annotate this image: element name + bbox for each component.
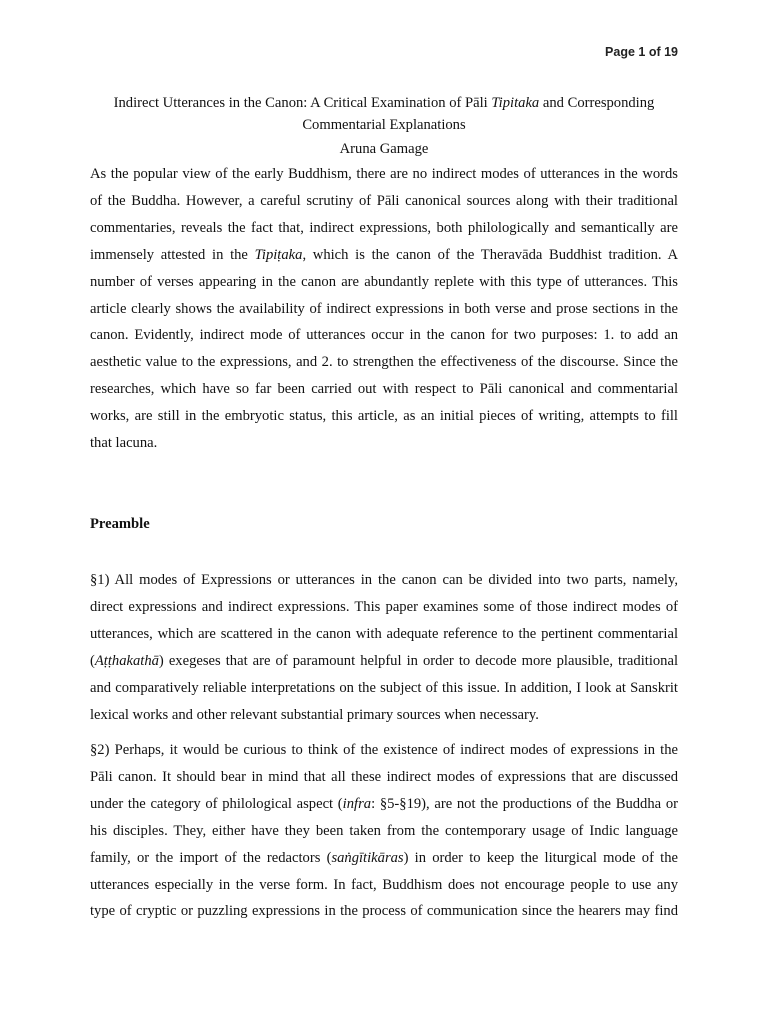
paragraph-1 — [90, 567, 678, 728]
text-line: of the Buddha. However, a careful scrutiny of Pāli canonical sources along with their traditional — [90, 192, 678, 209]
text-line: his disciples. They, either have they been taken from the contemporary usage of Indic language — [90, 822, 678, 839]
text-line: Pāli canon. It should bear in mind that all these indirect modes of expressions that are discussed — [90, 768, 678, 785]
text-line: §1) All modes of Expressions or utterances in the canon can be divided into two parts, namely, — [90, 572, 678, 588]
text-line: article clearly shows the availability of indirect expressions in both verse and prose sections in the — [90, 300, 678, 317]
text-line: immensely attested in the Tipiṭaka, which is the canon of the Theravāda Buddhist tradition. A — [90, 246, 678, 263]
title-text: and Corresponding — [539, 95, 655, 111]
text-line: utterances especially in the verse form. In fact, Buddhism does not encourage people to use any — [90, 876, 678, 893]
title-line-2: Commentarial Explanations — [302, 117, 466, 133]
text-line: lexical works and other relevant substantial primary sources when necessary. — [90, 706, 539, 723]
text-line: family, or the import of the redactors (saṅgītikāras) in order to keep the liturgical mode of the — [90, 849, 678, 866]
text-line: type of cryptic or puzzling expressions in the process of communication since the hearers may find — [90, 903, 678, 920]
title-line-1 — [114, 95, 655, 111]
text-line: direct expressions and indirect expressions. This paper examines some of those indirect modes of — [90, 598, 678, 615]
text-line: number of verses appearing in the canon are abundantly replete with this type of utterances. This — [90, 273, 678, 290]
text-line: commentaries, reveals the fact that, indirect expressions, both philologically and semantically are — [90, 219, 678, 236]
title-italic: Tipitaka — [491, 95, 540, 111]
text-line: As the popular view of the early Buddhism, there are no indirect modes of utterances in the words — [90, 166, 678, 182]
title-text: Indirect Utterances in the Canon: A Critical Examination of Pāli — [113, 95, 492, 111]
text-line: researches, which have so far been carried out with respect to Pāli canonical and commentarial — [90, 381, 678, 398]
abstract — [90, 161, 678, 457]
text-line: (Aṭṭhakathā) exegeses that are of paramount helpful in order to decode more plausible, traditional — [90, 652, 678, 669]
section-heading: Preamble — [90, 516, 150, 532]
text-line: utterances, which are scattered in the canon with adequate reference to the pertinent commentarial — [90, 625, 678, 642]
text-line: aesthetic value to the expressions, and 2. to strengthen the effectiveness of the discourse. Since the — [90, 354, 678, 371]
paragraph-2 — [90, 737, 678, 925]
paper-title — [90, 92, 678, 136]
author-name: Aruna Gamage — [339, 141, 429, 157]
text-line: that lacuna. — [90, 435, 158, 452]
text-line: canon. Evidently, indirect mode of utterances occur in the canon for two purposes: 1. to add an — [90, 327, 678, 344]
text-line: works, are still in the embryotic status, this article, as an initial pieces of writing, attempts to fill — [90, 408, 678, 425]
text-line: and comparatively reliable interpretations on the subject of this issue. In addition, I look at Sanskrit — [90, 679, 678, 696]
text-line: §2) Perhaps, it would be curious to think of the existence of indirect modes of expressions in the — [90, 742, 678, 758]
text-line: under the category of philological aspect (infra: §5-§19), are not the productions of the Buddha or — [90, 795, 678, 812]
page-number: Page 1 of 19 — [605, 45, 678, 59]
